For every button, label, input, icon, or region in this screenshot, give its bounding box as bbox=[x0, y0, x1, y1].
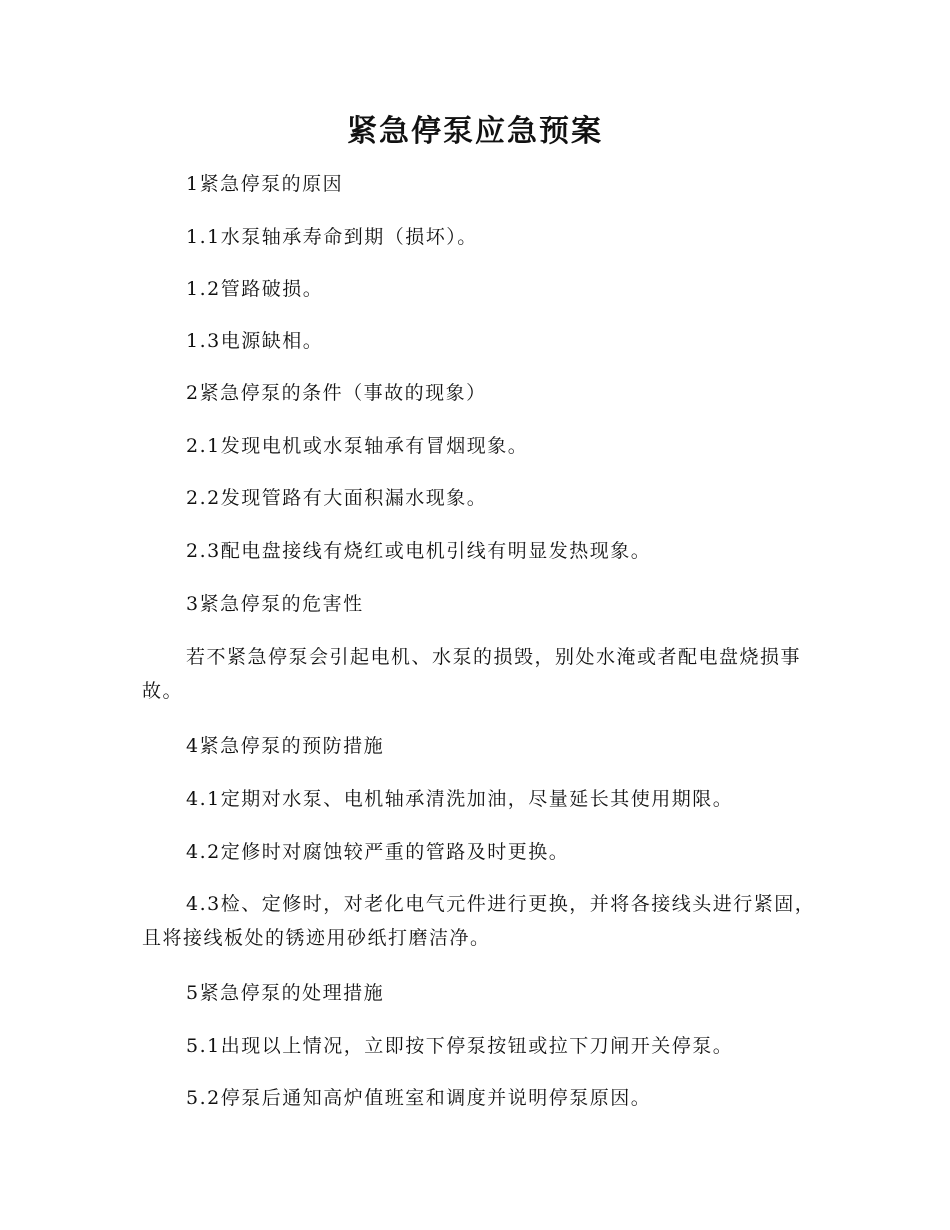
document-title: 紧急停泵应急预案 bbox=[347, 114, 603, 149]
section-heading: 1紧急停泵的原因 bbox=[186, 173, 344, 195]
list-item: 4.2定修时对腐蚀较严重的管路及时更换。 bbox=[186, 841, 570, 863]
section-heading: 5紧急停泵的处理措施 bbox=[186, 982, 385, 1004]
list-item: 5.2停泵后通知高炉值班室和调度并说明停泵原因。 bbox=[186, 1087, 652, 1109]
list-item: 1.3电源缺相。 bbox=[186, 330, 324, 352]
body-paragraph: 若不紧急停泵会引起电机、水泵的损毁，别处水淹或者配电盘烧损事故。 bbox=[142, 646, 802, 702]
list-item: 2.1发现电机或水泵轴承有冒烟现象。 bbox=[186, 435, 529, 457]
list-item: 4.1定期对水泵、电机轴承清洗加油，尽量延长其使用期限。 bbox=[186, 788, 734, 810]
section-heading: 2紧急停泵的条件（事故的现象） bbox=[186, 382, 487, 404]
list-item: 1.2管路破损。 bbox=[186, 278, 324, 300]
list-item: 5.1出现以上情况，立即按下停泵按钮或拉下刀闸开关停泵。 bbox=[186, 1035, 734, 1057]
list-item: 1.1水泵轴承寿命到期（损坏）。 bbox=[186, 226, 478, 248]
section-heading: 4紧急停泵的预防措施 bbox=[186, 735, 385, 757]
list-item: 2.3配电盘接线有烧红或电机引线有明显发热现象。 bbox=[186, 540, 652, 562]
list-item: 2.2发现管路有大面积漏水现象。 bbox=[186, 487, 488, 509]
section-heading: 3紧急停泵的危害性 bbox=[186, 593, 364, 615]
list-item: 4.3检、定修时，对老化电气元件进行更换，并将各接线头进行紧固，且将接线板处的锈迹用砂纸打磨洁净。 bbox=[142, 893, 816, 949]
